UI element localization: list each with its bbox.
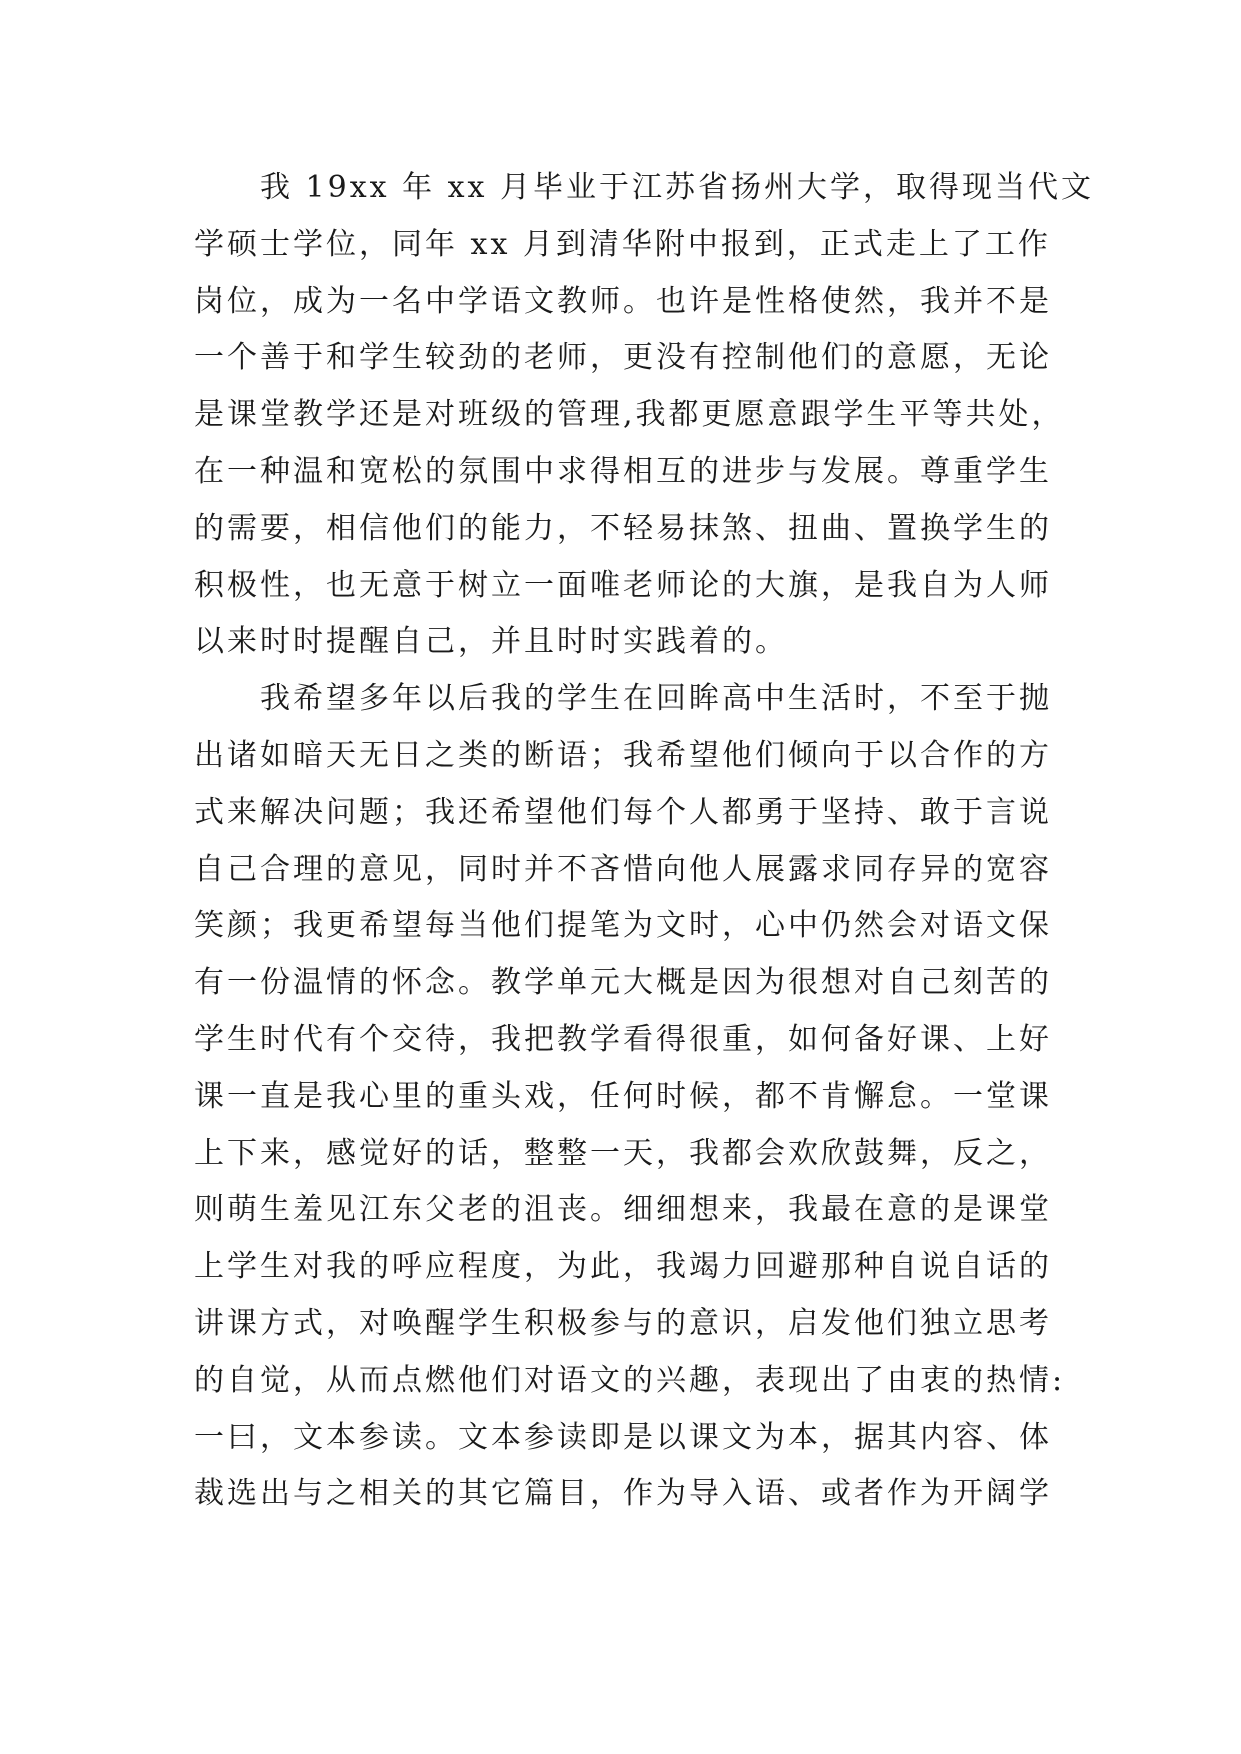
text-line: 学生时代有个交待，我把教学看得很重，如何备好课、上好 — [194, 1021, 1052, 1057]
text-line: 出诸如暗天无日之类的断语；我希望他们倾向于以合作的方 — [194, 737, 1052, 773]
text-line: 则萌生羞见江东父老的沮丧。细细想来，我最在意的是课堂 — [194, 1192, 1052, 1228]
text-line: 在一种温和宽松的氛围中求得相互的进步与发展。尊重学生 — [194, 453, 1052, 489]
text-line: 的自觉，从而点燃他们对语文的兴趣，表现出了由衷的热情: — [194, 1362, 1066, 1398]
text-line: 我希望多年以后我的学生在回眸高中生活时，不至于抛 — [260, 681, 1052, 717]
text-line: 课一直是我心里的重头戏，任何时候，都不肯懈怠。一堂课 — [194, 1078, 1052, 1114]
body-text — [194, 160, 1094, 1523]
paragraph-2 — [194, 671, 1066, 1523]
text-line: 式来解决问题；我还希望他们每个人都勇于坚持、敢于言说 — [194, 794, 1052, 830]
text-line: 一曰，文本参读。文本参读即是以课文为本，据其内容、体 — [194, 1419, 1052, 1455]
text-line: 上下来，感觉好的话，整整一天，我都会欢欣鼓舞，反之， — [194, 1135, 1052, 1171]
text-line: 我 19xx 年 xx 月毕业于江苏省扬州大学，取得现当代文 — [260, 170, 1094, 205]
text-line: 笑颜；我更希望每当他们提笔为文时，心中仍然会对语文保 — [194, 908, 1052, 944]
text-line: 一个善于和学生较劲的老师，更没有控制他们的意愿，无论 — [194, 340, 1052, 376]
text-line: 的需要，相信他们的能力，不轻易抹煞、扭曲、置换学生的 — [194, 510, 1052, 546]
text-line: 是课堂教学还是对班级的管理,我都更愿意跟学生平等共处， — [194, 397, 1065, 433]
paragraph-1 — [194, 160, 1094, 671]
text-line: 有一份温情的怀念。教学单元大概是因为很想对自己刻苦的 — [194, 965, 1052, 1001]
text-line: 讲课方式，对唤醒学生积极参与的意识，启发他们独立思考 — [194, 1305, 1052, 1341]
text-line: 自己合理的意见，同时并不吝惜向他人展露求同存异的宽容 — [194, 851, 1052, 887]
text-line: 学硕士学位，同年 xx 月到清华附中报到，正式走上了工作 — [194, 226, 1051, 262]
text-line: 裁选出与之相关的其它篇目，作为导入语、或者作为开阔学 — [194, 1476, 1052, 1512]
text-line: 积极性，也无意于树立一面唯老师论的大旗，是我自为人师 — [194, 567, 1052, 603]
text-line: 以来时时提醒自己，并且时时实践着的。 — [194, 624, 788, 660]
text-line: 岗位，成为一名中学语文教师。也许是性格使然，我并不是 — [194, 283, 1052, 319]
text-line: 上学生对我的呼应程度，为此，我竭力回避那种自说自话的 — [194, 1249, 1052, 1285]
